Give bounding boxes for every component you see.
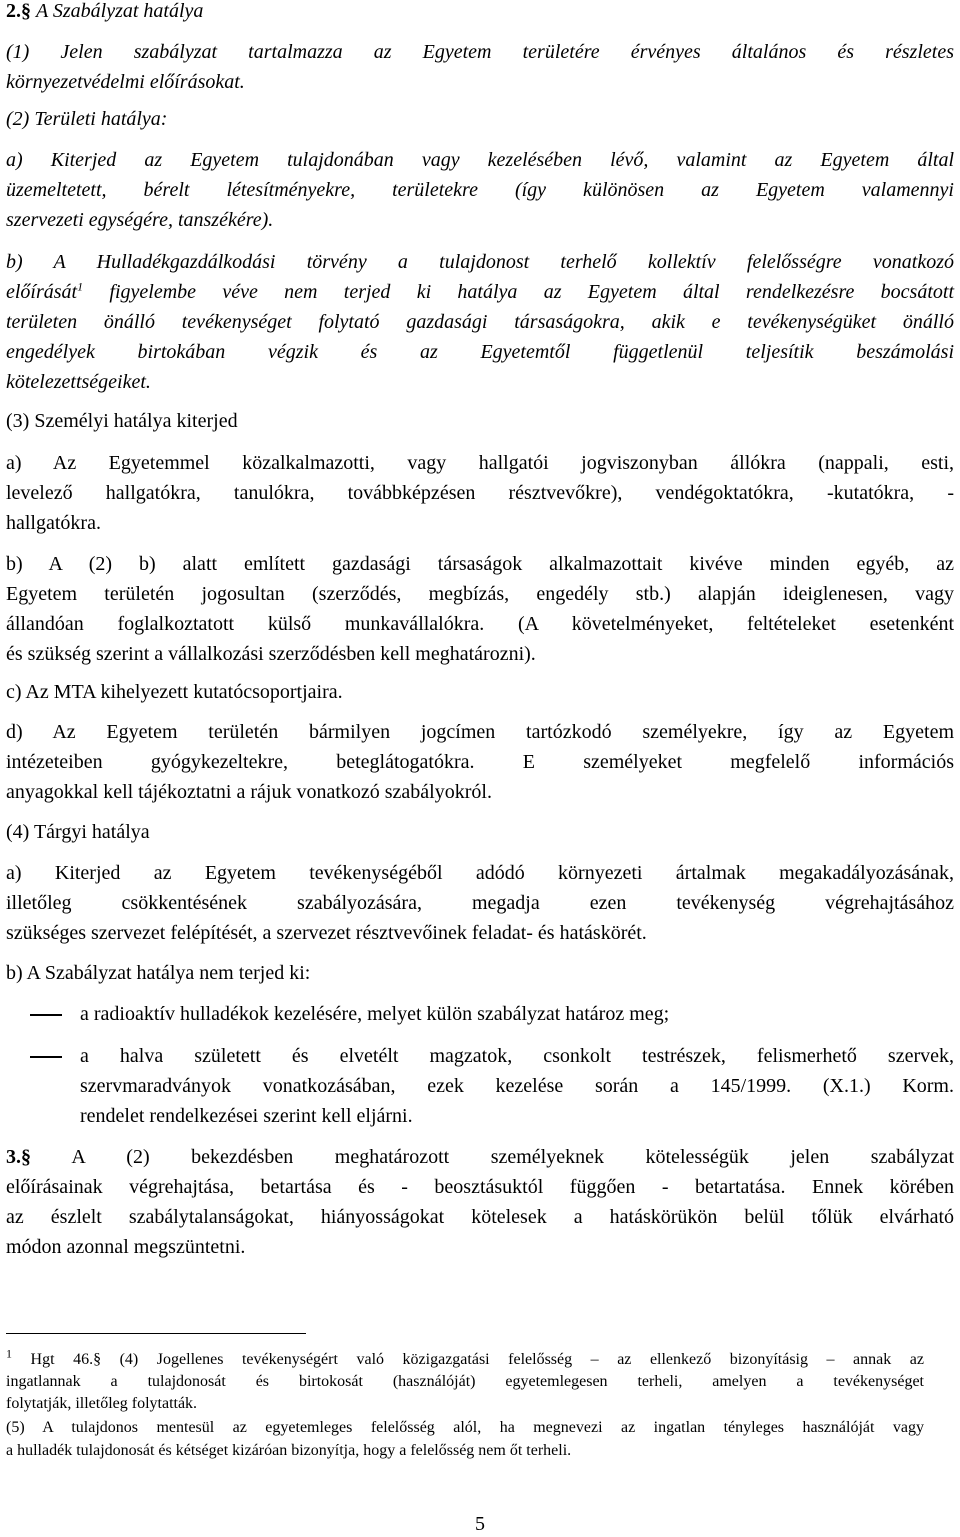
section-3-line: 3.§ A (2) bekezdésben meghatározott személyeknek kötelességük jelen szabályzat <box>6 1146 954 1168</box>
para-2b-line: engedélyek birtokában végzik és az Egyetemtől függetlenül teljesítik beszámolási <box>6 341 954 363</box>
para-4-heading: (4) Tárgyi hatálya <box>6 821 150 843</box>
para-3-heading: (3) Személyi hatálya kiterjed <box>6 410 238 432</box>
para-3d-line: anyagokkal kell tájékoztatni a rájuk vonatkozó szabályokról. <box>6 781 492 803</box>
para-2a-line: üzemeltetett, bérelt létesítményekre, területekre (így különösen az Egyetem valamennyi <box>6 179 954 201</box>
footnote-line: $^1$ Hgt 46.§ (4) Jogellenes tevékenységért való közigazgatási felelősség – az ellenkező bizonyításig – annak az <box>6 1346 924 1368</box>
para-3a-line: hallgatókra. <box>6 512 101 534</box>
bullet-item: a radioaktív hulladékok kezelésére, melyet külön szabályzat határoz meg; <box>80 1003 670 1025</box>
para-2a-line: szervezeti egységére, tanszékére). <box>6 209 274 231</box>
para-3d-line: d) Az Egyetem területén bármilyen jogcímen tartózkodó személyekre, így az Egyetem <box>6 721 954 743</box>
para-3b-line: b) A (2) b) alatt említett gazdasági társaságok alkalmazottait kivéve minden egyéb, az <box>6 553 954 575</box>
bullet-item: rendelet rendelkezései szerint kell eljárni. <box>80 1105 413 1127</box>
section-2-heading <box>6 0 203 23</box>
footnote-line: (5) A tulajdonos mentesül az egyetemleges felelősség alól, ha megnevezi az ingatlan tényleges használóját vagy <box>6 1419 924 1436</box>
section-number: 3. <box>6 1146 21 1168</box>
bullet-item: a halva született és elvetélt magzatok, csonkolt testrészek, felismerhető szervek, <box>80 1045 954 1067</box>
para-2-heading: (2) Területi hatálya: <box>6 108 168 130</box>
section-title: A Szabályzat hatálya <box>36 0 204 22</box>
footnote-separator <box>6 1333 306 1334</box>
footnote-line: folytatják, illetőleg folytatták. <box>6 1395 198 1412</box>
para-4a-line: a) Kiterjed az Egyetem tevékenységéből adódó környezeti ártalmak megakadályozásának, <box>6 862 954 884</box>
page-number: 5 <box>475 1513 485 1535</box>
footnote-line: a hulladék tulajdonosát és kétséget kizáróan bizonyítja, hogy a felelősség nem őt terheli. <box>6 1442 572 1459</box>
bullet-item: szervmaradványok vonatkozásában, ezek kezelése során a 145/1999. (X.1.) Korm. <box>80 1075 954 1097</box>
para-3d-line: intézeteiben gyógykezeltekre, beteglátogatókra. E személyeket megfelelő információs <box>6 751 954 773</box>
para-1-line: (1) Jelen szabályzat tartalmazza az Egyetem területére érvényes általános és részletes <box>6 41 954 63</box>
para-3c-line: c) Az MTA kihelyezett kutatócsoportjaira. <box>6 681 343 703</box>
para-3b-line: állandóan foglalkoztatott külső munkavállalókra. (A követelményeket, feltételeket esetenként <box>6 613 954 635</box>
para-2b-line: előírását$^1$ figyelembe véve nem terjed ki hatálya az Egyetem által rendelkezésre bocsátott <box>6 279 954 303</box>
paragraph-sign: § <box>21 0 31 22</box>
para-3b-line: Egyetem területén jogosultan (szerződés, megbízás, engedély stb.) alapján ideiglenesen, vagy <box>6 583 954 605</box>
footnote-ref[interactable]: 1 <box>77 279 84 294</box>
para-4a-line: illetőleg csökkentésének szabályozására, megadja ezen tevékenység végrehajtásához <box>6 892 954 914</box>
section-3-line: módon azonnal megszüntetni. <box>6 1236 246 1258</box>
section-3-line: az észlelt szabálytalanságokat, hiányosságokat kötelesek a hatáskörükön belül tőlük elvárható <box>6 1206 954 1228</box>
bullet-dash <box>30 1014 62 1016</box>
para-1-line: környezetvédelmi előírásokat. <box>6 71 245 93</box>
para-2b-line: kötelezettségeiket. <box>6 371 151 393</box>
para-2a-line: a) Kiterjed az Egyetem tulajdonában vagy kezelésében lévő, valamint az Egyetem által <box>6 149 954 171</box>
bullet-dash <box>30 1056 62 1058</box>
paragraph-sign: § <box>21 1146 31 1168</box>
para-2b-line: területen önálló tevékenységet folytató gazdasági társaságokra, akik e tevékenységüket önálló <box>6 311 954 333</box>
footnote-line: ingatlannak a tulajdonosát és birtokosát (használóját) egyetemlegesen terheli, amelyen a tevékenységet <box>6 1373 924 1390</box>
para-3b-line: és szükség szerint a vállalkozási szerződésben kell meghatározni). <box>6 643 536 665</box>
para-4b-heading: b) A Szabályzat hatálya nem terjed ki: <box>6 962 311 984</box>
para-4a-line: szükséges szervezet felépítését, a szervezet résztvevőinek feladat- és hatáskörét. <box>6 922 647 944</box>
para-3a-line: levelező hallgatókra, tanulókra, továbbképzésen résztvevőkre), vendégoktatókra, -kutatókra, - <box>6 482 954 504</box>
footnote-number: 1 <box>6 1346 12 1361</box>
para-2b-line: b) A Hulladékgazdálkodási törvény a tulajdonost terhelő kollektív felelősségre vonatkozó <box>6 251 954 273</box>
para-3a-line: a) Az Egyetemmel közalkalmazotti, vagy hallgatói jogviszonyban állókra (nappali, esti, <box>6 452 954 474</box>
section-3-line: előírásainak végrehajtása, betartása és - beosztásuktól függően - betartatása. Ennek körében <box>6 1176 954 1198</box>
section-number: 2. <box>6 0 21 22</box>
